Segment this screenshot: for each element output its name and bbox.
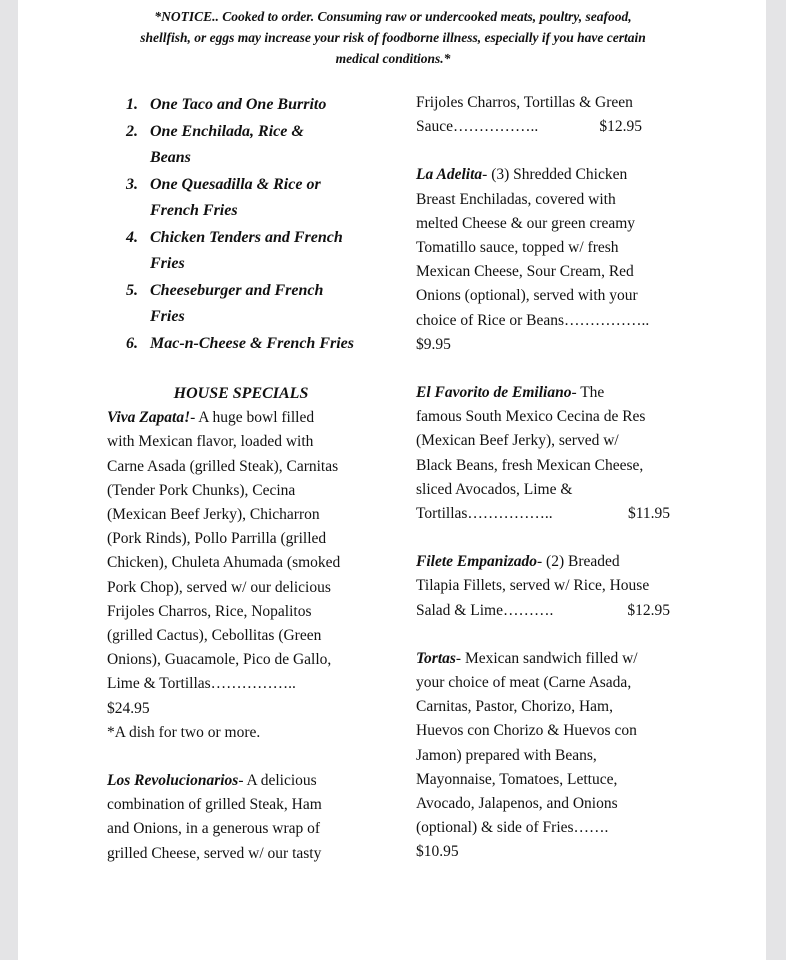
dish-description: Lime & Tortillas…………….. bbox=[107, 675, 296, 693]
dish-description: Mexican Cheese, Sour Cream, Red bbox=[416, 263, 634, 281]
el-favorito-item bbox=[416, 381, 678, 526]
item-number: 6. bbox=[126, 334, 138, 352]
dish-description: famous South Mexico Cecina de Res bbox=[416, 408, 646, 426]
dish-price: $9.95 bbox=[416, 335, 451, 353]
dish-description: - The bbox=[571, 384, 605, 402]
dish-description: your choice of meat (Carne Asada, bbox=[416, 674, 632, 692]
dish-description: (grilled Cactus), Cebollitas (Green bbox=[107, 627, 322, 645]
dish-price: $12.95 bbox=[599, 118, 642, 136]
dish-description: Mayonnaise, Tomatoes, Lettuce, bbox=[416, 770, 618, 788]
house-specials-column bbox=[107, 382, 377, 866]
dish-description: Breast Enchiladas, covered with bbox=[416, 190, 616, 208]
dish-price: $12.95 bbox=[627, 601, 670, 619]
item-text: One Taco and One Burrito bbox=[150, 96, 327, 113]
dish-description: Tilapia Fillets, served w/ Rice, House bbox=[416, 577, 650, 595]
item-text: Fries bbox=[150, 308, 185, 325]
dish-description: melted Cheese & our green creamy bbox=[416, 214, 636, 232]
dish-name: Filete Empanizado bbox=[416, 553, 537, 571]
dish-description: (Mexican Beef Jerky), served w/ bbox=[416, 432, 619, 450]
kids-menu-list bbox=[126, 92, 386, 357]
item-number: 5. bbox=[126, 281, 138, 299]
dish-description: and Onions, in a generous wrap of bbox=[107, 820, 321, 838]
item-text: One Enchilada, Rice & bbox=[150, 122, 304, 140]
dish-description: - (3) Shredded Chicken bbox=[482, 166, 628, 184]
dish-description: (Tender Pork Chunks), Cecina bbox=[107, 481, 296, 499]
house-specials-heading: HOUSE SPECIALS bbox=[173, 385, 309, 402]
tortas-item bbox=[416, 647, 678, 865]
item-number: 3. bbox=[126, 175, 138, 193]
dish-description: Jamon) prepared with Beans, bbox=[416, 746, 597, 764]
item-text: French Fries bbox=[150, 202, 238, 219]
viva-zapata-item bbox=[107, 406, 377, 745]
item-text: Chicken Tenders and French bbox=[150, 228, 343, 246]
dish-price: $24.95 bbox=[107, 699, 150, 717]
right-menu-column bbox=[416, 91, 678, 865]
item-number: 1. bbox=[126, 96, 138, 113]
dish-description: - A delicious bbox=[238, 772, 317, 790]
dish-description: Avocado, Jalapenos, and Onions bbox=[416, 795, 618, 813]
dish-description: Frijoles Charros, Rice, Nopalitos bbox=[107, 602, 312, 620]
item-text: Beans bbox=[150, 149, 191, 166]
kids-item-4 bbox=[126, 225, 386, 278]
kids-item-1 bbox=[126, 92, 386, 119]
dish-description: Tomatillo sauce, topped w/ fresh bbox=[416, 239, 619, 257]
continued-item bbox=[416, 91, 678, 139]
dish-description: combination of grilled Steak, Ham bbox=[107, 796, 322, 814]
dish-price: $11.95 bbox=[627, 505, 670, 523]
dish-description: Onions), Guacamole, Pico de Gallo, bbox=[107, 651, 332, 669]
dish-description: sliced Avocados, Lime & bbox=[416, 480, 573, 498]
dish-description: Carne Asada (grilled Steak), Carnitas bbox=[107, 457, 339, 475]
item-text: Fries bbox=[150, 255, 185, 272]
dish-name: La Adelita bbox=[416, 166, 483, 184]
food-safety-notice bbox=[0, 6, 786, 69]
dish-price: $10.95 bbox=[416, 843, 459, 861]
dish-description: grilled Cheese, served w/ our tasty bbox=[107, 844, 322, 862]
filete-empanizado-item bbox=[416, 550, 678, 623]
dish-description: (Pork Rinds), Pollo Parrilla (grilled bbox=[107, 530, 327, 548]
item-number: 2. bbox=[126, 122, 138, 140]
dish-name: Los Revolucionarios bbox=[107, 772, 239, 790]
kids-item-5 bbox=[126, 278, 386, 331]
dish-name: Tortas bbox=[416, 649, 456, 667]
notice-line: shellfish, or eggs may increase your risk of foodborne illness, especially if you have certain bbox=[140, 30, 646, 45]
kids-item-6 bbox=[126, 331, 386, 358]
item-text: One Quesadilla & Rice or bbox=[150, 175, 321, 193]
la-adelita-item bbox=[416, 163, 678, 357]
kids-item-3 bbox=[126, 172, 386, 225]
dish-description: - A huge bowl filled bbox=[190, 409, 315, 427]
dish-description: Frijoles Charros, Tortillas & Green bbox=[416, 94, 633, 111]
item-text: Cheeseburger and French bbox=[150, 281, 324, 299]
item-text: Mac-n-Cheese & French Fries bbox=[150, 334, 354, 352]
dish-description: - (2) Breaded bbox=[537, 553, 620, 571]
dish-description: Black Beans, fresh Mexican Cheese, bbox=[416, 456, 644, 474]
dish-description: choice of Rice or Beans…………….. bbox=[416, 311, 650, 329]
dish-note: *A dish for two or more. bbox=[107, 723, 261, 741]
dish-description: Chicken), Chuleta Ahumada (smoked bbox=[107, 554, 341, 572]
dish-description: Sauce…………….. bbox=[416, 118, 539, 136]
dish-description: (optional) & side of Fries……. bbox=[416, 819, 609, 837]
item-number: 4. bbox=[126, 228, 138, 246]
dish-description: - Mexican sandwich filled w/ bbox=[455, 649, 638, 667]
dish-name: Viva Zapata! bbox=[107, 409, 191, 427]
notice-line: *NOTICE.. Cooked to order. Consuming raw or undercooked meats, poultry, seafood, bbox=[154, 9, 632, 24]
dish-description: (Mexican Beef Jerky), Chicharron bbox=[107, 506, 320, 524]
dish-description: Pork Chop), served w/ our delicious bbox=[107, 578, 331, 596]
dish-description: Carnitas, Pastor, Chorizo, Ham, bbox=[416, 698, 613, 716]
dish-name: El Favorito de Emiliano bbox=[416, 384, 572, 402]
dish-description: Onions (optional), served with your bbox=[416, 287, 638, 305]
dish-description: Huevos con Chorizo & Huevos con bbox=[416, 722, 637, 740]
los-revolucionarios-item bbox=[107, 769, 377, 866]
dish-description: Tortillas…………….. bbox=[416, 505, 553, 523]
notice-line: medical conditions.* bbox=[335, 51, 451, 66]
kids-item-2 bbox=[126, 119, 386, 172]
dish-description: with Mexican flavor, loaded with bbox=[107, 433, 314, 451]
dish-description: Salad & Lime………. bbox=[416, 601, 554, 619]
